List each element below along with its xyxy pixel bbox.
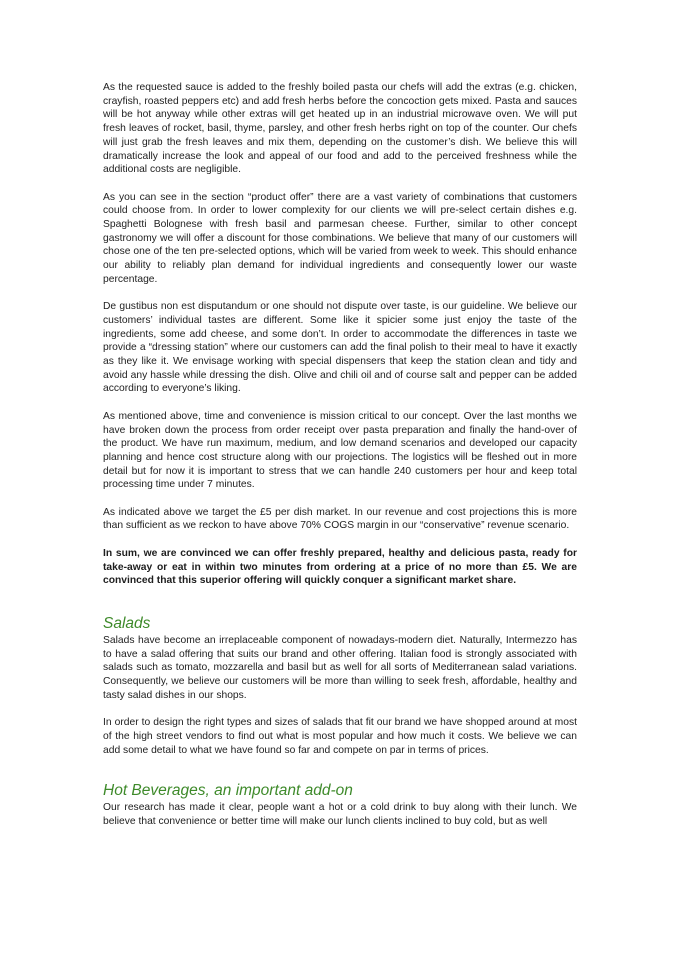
paragraph-sauce-extras: As the requested sauce is added to the freshly boiled pasta our chefs will add the extras (e.g. chicken, crayfish, roasted peppers etc) and add fresh herbs before the concoction gets mixed. Pasta and sauces will be hot anyway while other extras will get heated up in an industrial microwave oven. We will put fresh leaves of rocket, basil, thyme, parsley, and other fresh herbs right on top of the counter. Our chefs will just grab the fresh leaves and mix them, depending on the customer’s dish. We believe this will dramatically increase the look and appeal of our food and add to the perceived freshness while the additional costs are negligible.	[103, 82, 577, 176]
paragraph-salads-research: In order to design the right types and sizes of salads that fit our brand we have shopped around at most of the high street vendors to find out what is most popular and how much it costs. We believe we can add some detail to what we have found so far and compete on par in terms of prices.	[103, 717, 577, 756]
heading-hot-beverages: Hot Beverages, an important add-on	[103, 782, 353, 800]
paragraph-time-convenience: As mentioned above, time and convenience is mission critical to our concept. Over the last months we have broken down the process from order receipt over pasta preparation and finally the hand-over of the product. We have run maximum, medium, and low demand scenarios and developed our capacity planning and hence cost structure along with our projections. The logistics will be fleshed out in more detail but for now it is important to stress that we can handle 240 customers per hour and keep total processing time under 7 minutes.	[103, 410, 577, 491]
paragraph-hot-beverages: Our research has made it clear, people want a hot or a cold drink to buy along with their lunch. We believe that convenience or better time will make our lunch clients inclined to buy cold, but as well	[103, 802, 577, 827]
paragraph-dressing-station: De gustibus non est disputandum or one should not dispute over taste, is our guideline. We believe our customers’ individual tastes are different. Some like it spicier some just enjoy the taste of the ingredients, some add cheese, and some don’t. In order to accommodate the differences in taste we provide a “dressing station” where our customers can add the final polish to their meal to have it exactly as they like it. We envisage working with special dispensers that keep the station clean and tidy and avoid any hassle while dressing the dish. Olive and chili oil and of course salt and pepper can be added according to everyone’s liking.	[103, 301, 577, 395]
page-content	[103, 81, 577, 842]
paragraph-product-offer: As you can see in the section “product offer” there are a vast variety of combinations that customers could choose from. In order to lower complexity for our clients we will pre-select certain dishes e.g. Spaghetti Bolognese with fresh basil and parmesan cheese. Further, similar to other concept gastronomy we will offer a discount for those combinations. We believe that many of our customers will chose one of the ten pre-selected options, which will be varied from week to week. This should enhance our ability to reliably plan demand for individual ingredients and consequently lower our waste percentage.	[103, 191, 577, 285]
paragraph-price-target: As indicated above we target the £5 per dish market. In our revenue and cost projections this is more than sufficient as we reckon to have above 70% COGS margin in our “conservative” revenue scenario.	[103, 506, 577, 532]
heading-salads: Salads	[103, 614, 151, 632]
paragraph-salads-intro: Salads have become an irreplaceable component of nowadays-modern diet. Naturally, Intermezzo has to have a salad offering that suits our brand and other offering. Italian food is strongly associated with salads such as tomato, mozzarella and basil but as well for all sorts of Mediterranean salad variations. Consequently, we believe our customers will be more than willing to seek fresh, affordable, healthy and tasty salad dishes in our shops.	[103, 634, 577, 701]
paragraph-summary: In sum, we are convinced we can offer freshly prepared, healthy and delicious pasta, ready for take-away or eat in within two minutes from ordering at a price of no more than £5. We are convinced that this superior offering will quickly conquer a significant market share.	[103, 547, 577, 587]
